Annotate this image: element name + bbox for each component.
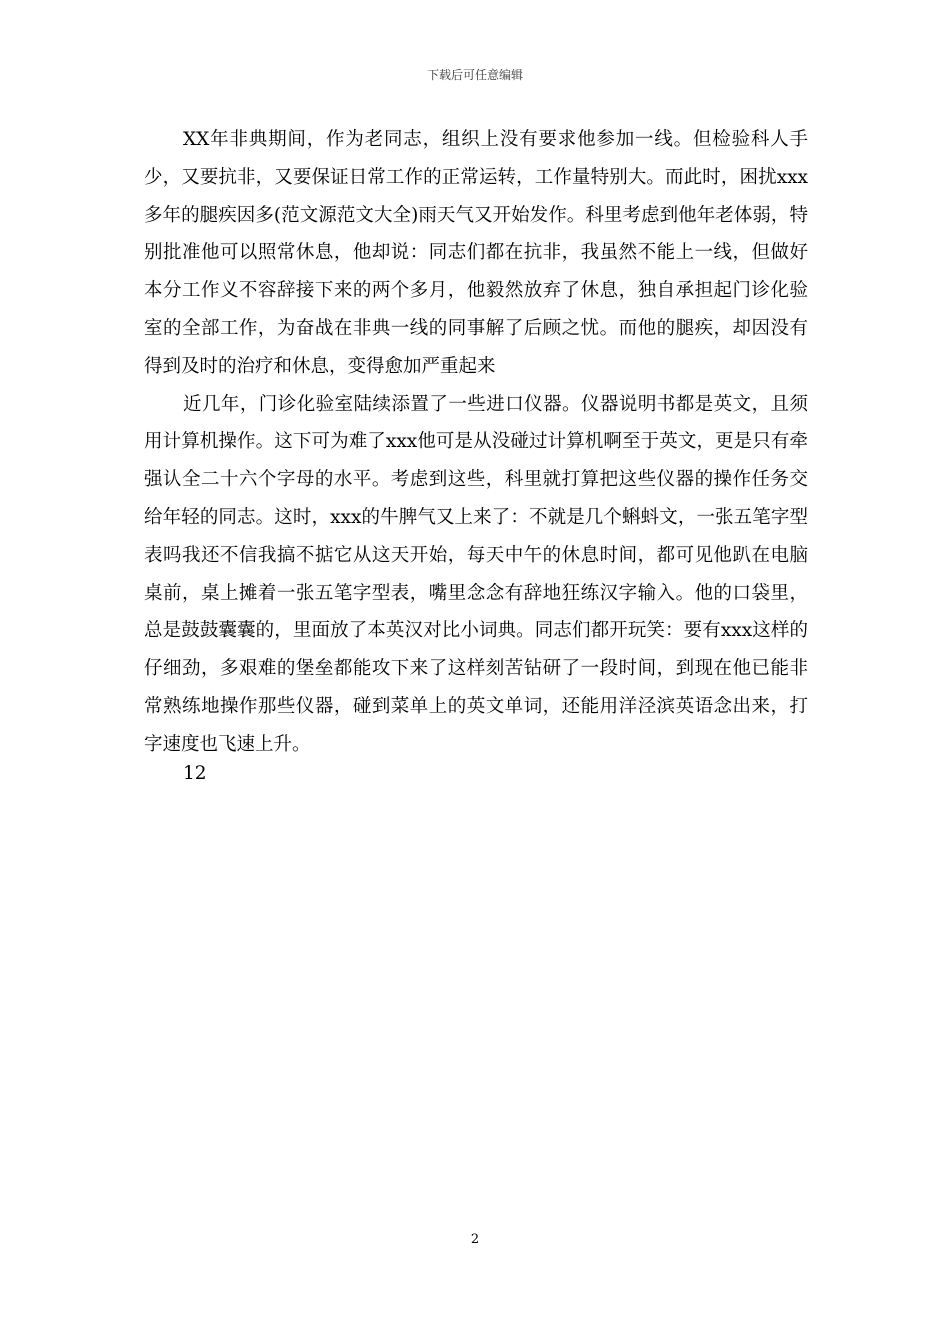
page-header: 下载后可任意编辑 xyxy=(426,68,523,82)
paragraph-2: 近几年，门诊化验室陆续添置了一些进口仪器。仪器说明书都是英文，且须用计算机操作。这下可为难了xxx他可是从没碰过计算机啊至于英文，更是只有牵强认全二十六个字母的水平。考虑到这些，科里就打算把这些仪器的操作任务交给年轻的同志。这时，xxx的牛脾气又上来了：不就是几个蝌蚪文，一张五笔字型表吗我还不信我搞不掂它从这天开始，每天中午的休息时间，都可见他趴在电脑桌前，桌上摊着一张五笔字型表，嘴里念念有辞地狂练汉字输入。他的口袋里，总是鼓鼓囊囊的，里面放了本英汉对比小词典。同志们都开玩笑：要有xxx这样的仔细劲，多艰难的堡垒都能攻下来了这样刻苦钻研了一段时间，到现在他已能非常熟练地操作那些仪器，碰到菜单上的英文单词，还能用洋泾滨英语念出来，打字速度也飞速上升。 xyxy=(144,393,808,755)
page-number: 2 xyxy=(470,1232,480,1247)
document-body xyxy=(144,121,808,764)
trailing-text: 12 xyxy=(183,763,207,784)
paragraph-1: XX年非典期间，作为老同志，组织上没有要求他参加一线。但检验科人手少，又要抗非，又要保证日常工作的正常运转，工作量特别大。而此时，困扰xxx多年的腿疾因多(范文源范文大全)雨天气又开始发作。科里考虑到他年老体弱，特别批准他可以照常休息，他却说：同志们都在抗非，我虽然不能上一线，但做好本分工作义不容辞接下来的两个多月，他毅然放弃了休息，独自承担起门诊化验室的全部工作，为奋战在非典一线的同事解了后顾之忧。而他的腿疾，却因没有得到及时的治疗和休息，变得愈加严重起来 xyxy=(144,129,808,377)
